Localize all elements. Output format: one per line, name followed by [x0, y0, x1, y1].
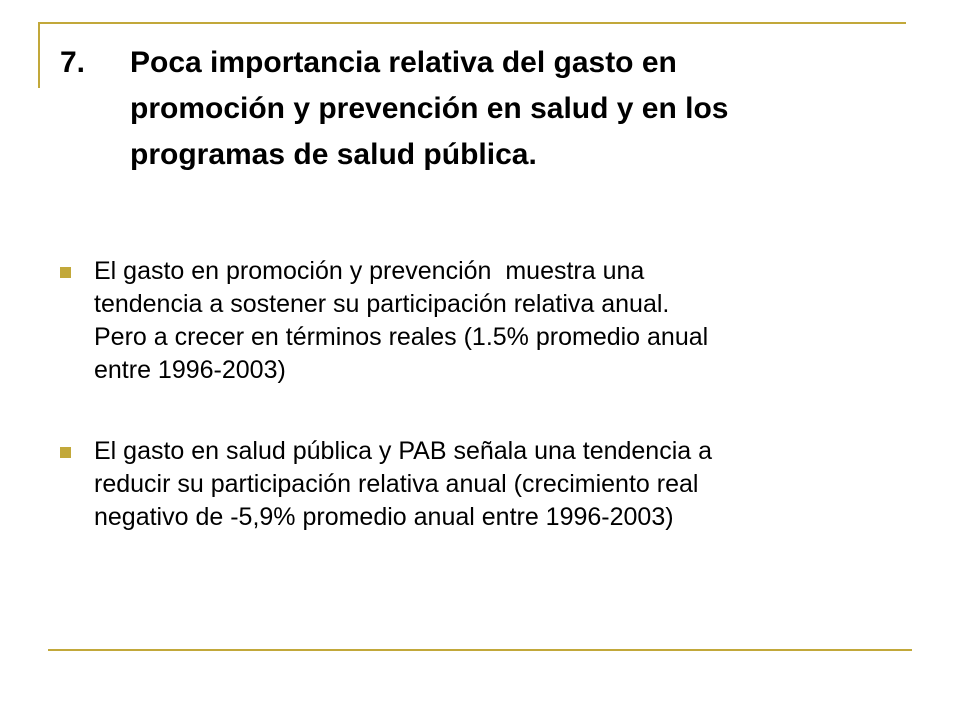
bullet-line: El gasto en promoción y prevención muestra una [94, 257, 645, 285]
title-text [130, 40, 900, 178]
bullet-item [60, 435, 910, 534]
title-number: 7. [60, 46, 86, 79]
bullet-text [94, 435, 910, 534]
bullet-line: reducir su participación relativa anual (crecimiento real [94, 470, 699, 498]
bottom-divider [48, 649, 912, 651]
bullet-list [60, 255, 910, 582]
bullet-text [94, 255, 910, 387]
bullet-line: tendencia a sostener su participación relativa anual. [94, 290, 670, 318]
slide-title [60, 40, 900, 178]
bullet-line: negativo de -5,9% promedio anual entre 1996-2003) [94, 503, 674, 531]
top-left-divider [38, 22, 40, 88]
title-line: programas de salud pública. [130, 138, 537, 171]
square-bullet-icon [60, 435, 94, 469]
top-divider [38, 22, 906, 24]
title-line: Poca importancia relativa del gasto en [130, 46, 677, 79]
bullet-item [60, 255, 910, 387]
square-bullet-icon [60, 255, 94, 289]
title-line: promoción y prevención en salud y en los [130, 92, 729, 125]
bullet-line: Pero a crecer en términos reales (1.5% promedio anual [94, 323, 709, 351]
bullet-line: El gasto en salud pública y PAB señala una tendencia a [94, 437, 713, 465]
bullet-line: entre 1996-2003) [94, 356, 286, 384]
